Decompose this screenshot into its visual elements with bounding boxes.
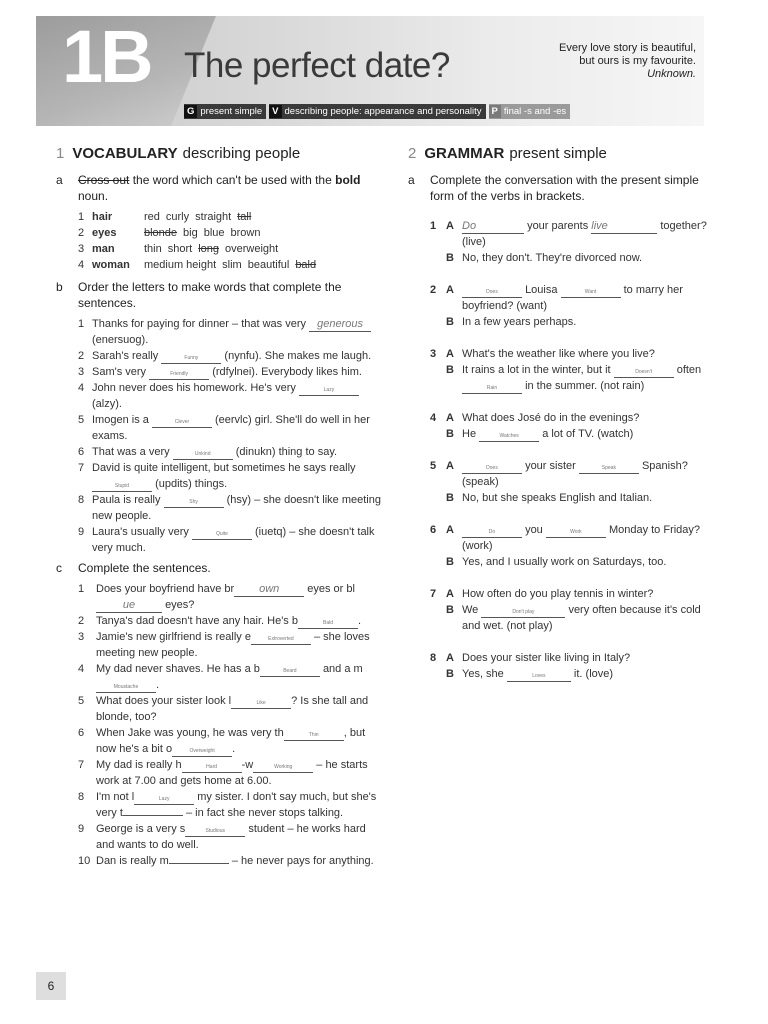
item-number: 2 xyxy=(78,615,85,627)
item-text: David is quite intelligent, but sometimes he says really xyxy=(92,462,356,474)
answer-blank[interactable]: Studious xyxy=(185,827,245,837)
dialogue-item xyxy=(408,282,708,330)
item-text: in the summer. (not rain) xyxy=(525,380,645,392)
speaker-a: A xyxy=(446,284,454,296)
item-text: Thanks for paying for dinner – that was very xyxy=(92,318,306,330)
answer-blank[interactable]: Clever xyxy=(152,418,212,428)
item-text: George is a very s xyxy=(96,823,186,835)
instruction-a xyxy=(408,172,708,204)
item-text: He xyxy=(462,428,477,440)
exercise-item xyxy=(78,460,386,492)
item-text: (nynfu). She makes me laugh. xyxy=(224,350,372,362)
instruction-letter: c xyxy=(56,561,62,575)
exercise-item xyxy=(78,348,386,364)
item-number: 6 xyxy=(78,446,85,458)
item-text: . xyxy=(358,615,362,627)
dialogue-line-a xyxy=(430,282,708,314)
exercise-item xyxy=(78,492,386,524)
answer-blank[interactable]: Don't play xyxy=(481,608,565,618)
item-text: Sarah's really xyxy=(92,350,159,362)
unit-number: 1B xyxy=(62,15,151,98)
item-number: 1 xyxy=(78,318,85,330)
item-text: Paula is really xyxy=(92,494,161,506)
exercise-item xyxy=(78,444,386,460)
answer-blank[interactable]: Working xyxy=(253,763,313,773)
item-text: My dad is really h xyxy=(96,759,182,771)
item-number: 9 xyxy=(78,526,85,538)
vocab-row xyxy=(78,241,386,257)
instruction-letter: a xyxy=(56,173,63,187)
row-options xyxy=(144,257,322,273)
tag-label: present simple xyxy=(200,106,263,117)
answer-blank[interactable]: Doesn't xyxy=(614,368,674,378)
dialogue-line-b xyxy=(430,314,708,330)
speaker-b: B xyxy=(446,492,454,504)
item-number: 2 xyxy=(78,350,85,362)
item-text: I'm not l xyxy=(96,791,135,803)
exercise-item xyxy=(78,412,386,444)
dialogue-line-b xyxy=(430,554,708,570)
item-text: John never does his homework. He's very xyxy=(92,382,296,394)
item-text: you xyxy=(525,524,543,536)
dialogue-line-b xyxy=(430,490,708,506)
item-text: a lot of TV. (watch) xyxy=(542,428,634,440)
dialogue-item xyxy=(408,218,708,266)
item-text: Laura's usually very xyxy=(92,526,189,538)
speaker-b: B xyxy=(446,556,454,568)
quote-line-2: but ours is my favourite. xyxy=(579,55,696,67)
option-word[interactable]: thin xyxy=(144,243,162,255)
item-text: my sister. I don't say much, but she's very t xyxy=(96,791,377,819)
item-text: – he never pays for anything. xyxy=(231,855,374,867)
item-text: – he starts work at 7.00 and gets home at 6.00. xyxy=(96,759,368,787)
item-text: eyes or bl xyxy=(307,583,355,595)
answer-blank[interactable]: Do xyxy=(462,528,522,538)
item-text: – she loves meeting new people. xyxy=(96,631,370,659)
option-word[interactable]: red xyxy=(144,211,160,223)
item-number: 5 xyxy=(78,414,85,426)
speaker-b: B xyxy=(446,668,454,680)
item-number: 1 xyxy=(78,583,85,595)
item-text: together? (live) xyxy=(462,220,707,248)
exercise-item xyxy=(78,789,386,821)
exercise-item xyxy=(78,629,386,661)
option-word[interactable]: brown xyxy=(230,227,261,239)
option-word-crossed[interactable]: long xyxy=(198,243,220,255)
tag-vocabulary xyxy=(269,104,485,119)
answer-blank[interactable]: Beard xyxy=(260,667,320,677)
answer-blank[interactable]: Unkind xyxy=(173,450,233,460)
item-number: 7 xyxy=(78,462,85,474)
item-text: (enersuog). xyxy=(92,334,149,346)
speaker-b: B xyxy=(446,364,454,376)
tag-key: P xyxy=(489,105,501,118)
option-word[interactable]: overweight xyxy=(225,243,279,255)
row-noun: hair xyxy=(92,211,113,223)
tag-label: final -s and -es xyxy=(503,106,567,117)
item-text: (eervlc) girl. She'll do well in her exams. xyxy=(92,414,370,442)
item-text: No, they don't. They're divorced now. xyxy=(462,252,643,264)
item-number: 10 xyxy=(78,855,91,867)
item-text: often xyxy=(676,364,702,376)
answer-blank[interactable]: Like xyxy=(231,699,291,709)
dialogue-item xyxy=(408,410,708,442)
item-text: – in fact she never stops talking. xyxy=(185,807,344,819)
tag-key: G xyxy=(184,105,197,118)
item-number: 4 xyxy=(430,412,437,424)
item-text: How often do you play tennis in winter? xyxy=(462,588,654,600)
row-number: 2 xyxy=(78,227,85,239)
answer-blank[interactable]: Funny xyxy=(161,354,221,364)
item-number: 9 xyxy=(78,823,85,835)
speaker-a: A xyxy=(446,412,454,424)
dialogue-line-a xyxy=(430,458,708,490)
item-number: 3 xyxy=(430,348,437,360)
speaker-b: B xyxy=(446,428,454,440)
option-word[interactable]: curly xyxy=(165,211,190,223)
row-number: 4 xyxy=(78,259,85,271)
dialogue-line-a xyxy=(430,218,708,250)
row-options xyxy=(144,241,284,257)
exercise-item xyxy=(78,524,386,556)
row-number: 1 xyxy=(78,211,85,223)
speaker-b: B xyxy=(446,604,454,616)
dialogue-item xyxy=(408,458,708,506)
quote-line-1: Every love story is beautiful, xyxy=(559,42,696,54)
answer-blank[interactable]: Does xyxy=(462,288,522,298)
item-text: Imogen is a xyxy=(92,414,149,426)
tag-label: describing people: appearance and personality xyxy=(284,106,482,117)
speaker-a: A xyxy=(446,220,454,232)
instruction-text: the word which can't be used with the xyxy=(129,173,336,187)
section-heading: VOCABULARY xyxy=(72,145,178,162)
section-number: 1 xyxy=(56,145,65,162)
item-number: 6 xyxy=(78,727,85,739)
item-number: 3 xyxy=(78,366,85,378)
item-text: your parents xyxy=(527,220,589,232)
dialogue-item xyxy=(408,522,708,570)
instruction-text: Complete the conversation with the present simple form of the verbs in brackets. xyxy=(430,173,699,203)
section-title xyxy=(56,146,386,162)
item-number: 1 xyxy=(430,220,437,232)
instruction-text: Order the letters to make words that complete the sentences. xyxy=(78,280,342,310)
answer-blank[interactable]: Overweight xyxy=(172,747,232,757)
item-text: Louisa xyxy=(525,284,558,296)
item-text: Spanish? (speak) xyxy=(462,460,688,488)
option-word-crossed[interactable]: tall xyxy=(237,211,252,223)
answer-blank[interactable] xyxy=(169,863,229,864)
answer-blank[interactable]: Want xyxy=(561,288,621,298)
tag-pronunciation xyxy=(489,104,571,119)
item-text: (rdfylnei). Everybody likes him. xyxy=(212,366,362,378)
section-heading: GRAMMAR xyxy=(424,145,505,162)
option-word[interactable]: straight xyxy=(195,211,232,223)
answer-blank[interactable]: Speak xyxy=(579,464,639,474)
option-word-crossed[interactable]: blonde xyxy=(144,227,178,239)
grammar-section xyxy=(408,146,708,682)
item-number: 2 xyxy=(430,284,437,296)
dialogue-item xyxy=(408,650,708,682)
row-number: 3 xyxy=(78,243,85,255)
item-text: Tanya's dad doesn't have any hair. He's b xyxy=(96,615,298,627)
dialogue-line-a xyxy=(430,522,708,554)
item-text: Sam's very xyxy=(92,366,147,378)
item-text: No, but she speaks English and Italian. xyxy=(462,492,653,504)
section-title xyxy=(408,146,708,162)
item-text: Yes, and I usually work on Saturdays, too. xyxy=(462,556,667,568)
answer-blank[interactable]: Extroverted xyxy=(251,635,311,645)
speaker-b: B xyxy=(446,252,454,264)
vocab-row xyxy=(78,257,386,273)
speaker-b: B xyxy=(446,316,454,328)
item-text: Jamie's new girlfriend is really e xyxy=(96,631,251,643)
item-text: , but now he's a bit o xyxy=(96,727,366,755)
strike-example: Cross out xyxy=(78,173,130,187)
item-number: 3 xyxy=(78,631,85,643)
dialogue-line-a xyxy=(430,650,708,666)
exercise-item xyxy=(78,364,386,380)
answer-blank[interactable]: live xyxy=(591,219,657,234)
answer-blank[interactable]: Moustache xyxy=(96,683,156,693)
answer-blank[interactable]: Quite xyxy=(192,530,252,540)
answer-blank[interactable]: Stupid xyxy=(92,482,152,492)
dialogue-line-b xyxy=(430,250,708,266)
option-word[interactable]: beautiful xyxy=(247,259,290,271)
item-number: 4 xyxy=(78,663,85,675)
exercise-item xyxy=(78,661,386,693)
answer-blank[interactable]: Loves xyxy=(507,672,571,682)
exercise-c-items xyxy=(56,581,386,869)
exercise-item xyxy=(78,316,386,348)
bold-word: bold xyxy=(335,173,361,187)
row-noun: eyes xyxy=(92,227,117,239)
section-subtitle: describing people xyxy=(182,145,301,162)
exercise-item xyxy=(78,693,386,725)
dialogue-line-b xyxy=(430,362,708,394)
item-text: to marry her boyfriend? (want) xyxy=(462,284,683,312)
item-text: In a few years perhaps. xyxy=(462,316,577,328)
item-text: That was a very xyxy=(92,446,170,458)
page-number: 6 xyxy=(36,972,66,1000)
answer-blank[interactable]: Rain xyxy=(462,384,522,394)
row-options xyxy=(144,209,257,225)
item-number: 5 xyxy=(78,695,85,707)
item-number: 8 xyxy=(78,494,85,506)
item-text: student – he works hard and wants to do well. xyxy=(96,823,366,851)
item-text: What does your sister look l xyxy=(96,695,232,707)
item-text: eyes? xyxy=(165,599,195,611)
exercise-b-items xyxy=(56,316,386,556)
item-text: Yes, she xyxy=(462,668,504,680)
answer-blank[interactable]: Do xyxy=(462,219,524,234)
option-word[interactable]: blue xyxy=(203,227,225,239)
dialogue-line-a xyxy=(430,586,708,602)
item-text: Does your sister like living in Italy? xyxy=(462,652,631,664)
option-word[interactable]: short xyxy=(167,243,193,255)
item-text: your sister xyxy=(525,460,576,472)
exercise-item xyxy=(78,380,386,412)
instruction-letter: b xyxy=(56,280,63,294)
exercise-item xyxy=(78,725,386,757)
item-number: 6 xyxy=(430,524,437,536)
exercise-item xyxy=(78,581,386,613)
instruction-a xyxy=(56,172,386,204)
topic-tags xyxy=(184,104,570,119)
item-text: Monday to Friday? (work) xyxy=(462,524,701,552)
item-text: My dad never shaves. He has a b xyxy=(96,663,260,675)
item-text: and a m xyxy=(322,663,363,675)
dialogue-line-a xyxy=(430,410,708,426)
option-word[interactable]: big xyxy=(183,227,198,239)
dialogue-item xyxy=(408,586,708,634)
row-noun: man xyxy=(92,243,115,255)
item-number: 7 xyxy=(78,759,85,771)
instruction-c xyxy=(56,560,386,576)
item-number: 8 xyxy=(78,791,85,803)
item-text: What does José do in the evenings? xyxy=(462,412,640,424)
item-text: We xyxy=(462,604,479,616)
instruction-text: noun. xyxy=(78,189,109,203)
item-number: 8 xyxy=(430,652,437,664)
instruction-b xyxy=(56,279,386,311)
answer-blank[interactable]: Lazy xyxy=(299,386,359,396)
answer-blank[interactable]: Watches xyxy=(479,432,539,442)
answer-blank[interactable]: own xyxy=(234,582,304,597)
item-text: Does your boyfriend have br xyxy=(96,583,235,595)
section-subtitle: present simple xyxy=(509,145,607,162)
exercise-item xyxy=(78,853,386,869)
item-text: (dinukn) thing to say. xyxy=(235,446,338,458)
page-title: The perfect date? xyxy=(184,46,450,85)
speaker-a: A xyxy=(446,652,454,664)
answer-blank[interactable]: Shy xyxy=(164,498,224,508)
dialogue-line-b xyxy=(430,666,708,682)
item-text: -w xyxy=(241,759,254,771)
option-word-crossed[interactable]: bald xyxy=(295,259,317,271)
item-text: (updits) things. xyxy=(155,478,228,490)
answer-blank[interactable]: generous xyxy=(309,317,371,332)
vocab-row xyxy=(78,225,386,241)
vocab-row xyxy=(78,209,386,225)
item-text: What's the weather like where you live? xyxy=(462,348,655,360)
item-number: 7 xyxy=(430,588,437,600)
dialogue-line-a xyxy=(430,346,708,362)
option-word[interactable]: slim xyxy=(222,259,242,271)
answer-blank[interactable]: Work xyxy=(546,528,606,538)
answer-blank[interactable]: Hard xyxy=(182,763,242,773)
section-number: 2 xyxy=(408,145,417,162)
speaker-a: A xyxy=(446,524,454,536)
answer-blank[interactable]: Thin xyxy=(284,731,344,741)
answer-blank[interactable]: Does xyxy=(462,464,522,474)
speaker-a: A xyxy=(446,348,454,360)
item-text: It rains a lot in the winter, but it xyxy=(462,364,611,376)
item-text: (hsy) – she doesn't like meeting new people. xyxy=(92,494,381,522)
item-text: very often because it's cold and wet. (not play) xyxy=(462,604,701,632)
item-text: ? Is she tall and blonde, too? xyxy=(96,695,369,723)
speaker-a: A xyxy=(446,588,454,600)
instruction-text: Complete the sentences. xyxy=(78,561,211,575)
quote xyxy=(559,42,696,81)
answer-blank[interactable] xyxy=(123,815,183,816)
answer-blank[interactable]: Friendly xyxy=(149,370,209,380)
quote-author: Unknown. xyxy=(647,68,696,80)
exercise-item xyxy=(78,757,386,789)
vocabulary-section xyxy=(56,146,386,869)
item-text: (iuetq) – she doesn't talk very much. xyxy=(92,526,375,554)
instruction-letter: a xyxy=(408,173,415,187)
option-word[interactable]: medium height xyxy=(144,259,217,271)
tag-grammar xyxy=(184,104,266,119)
item-text: . xyxy=(232,743,236,755)
dialogue-line-b xyxy=(430,602,708,634)
tag-key: V xyxy=(269,105,281,118)
speaker-a: A xyxy=(446,460,454,472)
row-options xyxy=(144,225,267,241)
item-number: 4 xyxy=(78,382,85,394)
exercise-item xyxy=(78,613,386,629)
dialogue-item xyxy=(408,346,708,394)
row-noun: woman xyxy=(92,259,130,271)
item-text: When Jake was young, he was very th xyxy=(96,727,284,739)
item-text: it. (love) xyxy=(573,668,614,680)
answer-blank[interactable]: Bald xyxy=(298,619,358,629)
item-text: (alzy). xyxy=(92,398,122,410)
answer-blank[interactable]: ue xyxy=(96,598,162,613)
item-text: . xyxy=(156,679,160,691)
item-text: Dan is really m xyxy=(96,855,169,867)
dialogue-line-b xyxy=(430,426,708,442)
item-number: 5 xyxy=(430,460,437,472)
answer-blank[interactable]: Lazy xyxy=(134,795,194,805)
vocab-rows xyxy=(56,209,386,273)
exercise-item xyxy=(78,821,386,853)
